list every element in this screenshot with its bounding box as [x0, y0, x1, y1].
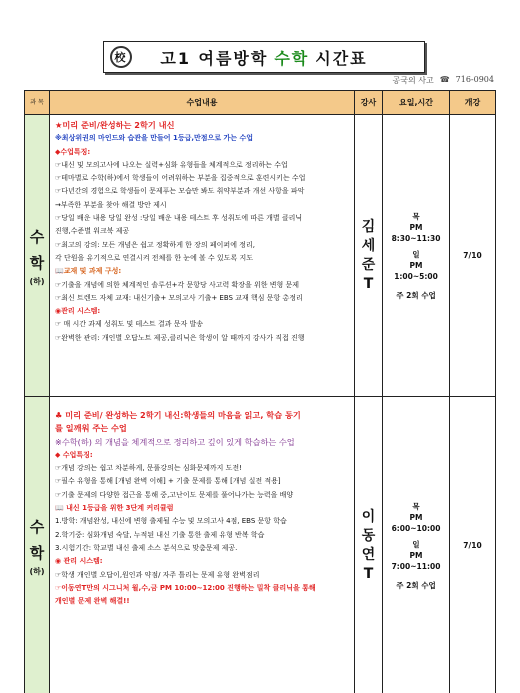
header-teacher: 강사	[355, 91, 383, 115]
time-line: 목	[412, 211, 420, 221]
time-cell	[383, 115, 450, 397]
subject-sub: (하)	[29, 567, 45, 576]
content-line: 3.시험기간: 학교별 내신 출제 소스 분석으로 맞춤문제 제공.	[55, 543, 238, 552]
teacher-name: 김 세 준 T	[361, 218, 376, 292]
content-cell	[50, 115, 355, 397]
time-line: 7:00~11:00	[391, 561, 441, 571]
time-line: PM	[409, 550, 423, 560]
content-line: 📖 내신 1등급을 위한 3단계 커리큘럼	[55, 504, 174, 513]
content-line: ☞최신 트렌드 자체 교재: 내신기출+ 모의고사 기출+ EBS 교재 핵심 문항 총정리	[55, 293, 303, 302]
content-cell	[50, 397, 355, 693]
content-line: ◆수업특징:	[55, 147, 91, 156]
table-row	[25, 115, 496, 397]
content-line: ☞개념 강의는 쉽고 차분하게, 문풀강의는 심화문제까지 도전!	[55, 464, 242, 473]
phone-number: 716-0904	[455, 75, 494, 84]
title-prefix: 고1 여름방학	[160, 48, 269, 68]
header-open: 개강	[450, 91, 496, 115]
open-date-cell: 7/10	[450, 115, 496, 397]
open-date-cell: 7/10	[450, 397, 496, 693]
content-line: ◉ 관리 시스템:	[55, 557, 103, 566]
content-line: ◉관리 시스템:	[55, 307, 101, 316]
content-line: ☞당일 배운 내용 당일 완성 :당일 배운 내용 테스트 후 성취도에 따른 개별 클리닉	[55, 214, 303, 223]
title-subject: 수학	[274, 48, 310, 68]
header-subject: 과 목	[25, 91, 50, 115]
content-line: ☞기출을 개념에 의한 체계적인 솔루션+각 문항당 사고력 확장을 위한 변형 문제	[55, 280, 300, 289]
time-line: 목	[412, 501, 420, 511]
schedule-table	[24, 90, 496, 693]
content-line: 진행,수준별 워크북 제공	[55, 227, 130, 236]
content-line: ◆ 수업특징:	[55, 450, 93, 459]
title-suffix: 시간표	[315, 48, 368, 68]
content-line: ☞필수 유형을 통해 [개념 완벽 이해] + 기출 문제를 통해 [개념 실전 적용]	[55, 477, 281, 486]
time-line: 일	[412, 539, 420, 549]
content-line: ☞학생 개인별 오답이,원인과 약점/ 자주 틀리는 문제 유형 완벽점리	[55, 570, 260, 579]
content-line: →부족한 부분을 찾아 해결 방안 제시	[55, 200, 167, 209]
academy-name: 공국의 사고	[392, 76, 434, 85]
teacher-cell	[355, 115, 383, 397]
time-note: 주 2회 수업	[396, 580, 436, 590]
content-line: 각 단원을 유기적으로 연결시켜 전체를 한 눈에 볼 수 있도록 지도	[55, 253, 254, 262]
time-line: PM	[409, 512, 423, 522]
content-line: ※수학(하) 의 개념을 체계적으로 정리하고 깊이 있게 학습하는 수업	[55, 436, 295, 447]
content-line: ☞이동연T만의 시그니처 월,수,금 PM 10:00~12:00 진행하는 밀착 클리닉을 통해	[55, 583, 316, 592]
content-line: 1.방학: 개념완성, 내신에 변형 출제될 수능 및 모의고사 4점, EBS 문항 학습	[55, 517, 287, 526]
content-line: 2.학기중: 심화개념 숙달, 누적된 내신 기출 통한 출제 유형 반복 학습	[55, 530, 265, 539]
time-line: 6:00~10:00	[391, 523, 441, 533]
subject-name: 수 학	[29, 228, 45, 272]
content-line: ☞ 매 시간 과제 성취도 및 테스트 결과 문자 발송	[55, 320, 204, 329]
time-line: PM	[409, 260, 423, 270]
contact-info	[393, 75, 495, 86]
time-line: 일	[412, 249, 420, 259]
school-emblem-icon: 校	[110, 46, 132, 68]
header-time: 요일,시간	[383, 91, 450, 115]
content-line: ☞최고의 강의: 모든 개념은 쉽고 정확하게 한 장의 페이퍼에 정리,	[55, 240, 255, 249]
content-line: 📖교재 및 과제 구성:	[55, 267, 122, 276]
page-title	[103, 41, 425, 73]
teacher-name: 이 동 연 T	[361, 508, 376, 582]
subject-cell	[25, 115, 50, 397]
time-line: 1:00~5:00	[394, 271, 438, 281]
teacher-cell	[355, 397, 383, 693]
content-line: ※최상위권의 마인드와 습관을 만들어 1등급,만점으로 가는 수업	[55, 134, 254, 143]
content-line: 개인별 문제 완벽 해결!!	[55, 597, 130, 606]
phone-icon: ☎	[439, 75, 450, 84]
header-content: 수업내용	[50, 91, 355, 115]
content-line: ★미리 준비/완성하는 2학기 내신	[55, 120, 175, 130]
time-cell	[383, 397, 450, 693]
content-line: 를 일깨워 주는 수업	[55, 423, 127, 434]
time-line: 8:30~11:30	[391, 233, 441, 243]
content-line: ☞기출 문제의 다양한 접근을 통해 중,고난이도 문제를 풀어나가는 능력을 배양	[55, 490, 294, 499]
time-line: PM	[409, 222, 423, 232]
content-line: ♣ 미리 준비/ 완성하는 2학기 내신:학생들의 마음을 읽고, 학습 동기	[55, 410, 301, 420]
subject-name: 수 학	[29, 518, 45, 562]
time-note: 주 2회 수업	[396, 290, 436, 300]
content-line: ☞내신 및 모의고사에 나오는 실력+심화 유형들을 체계적으로 정리하는 수업	[55, 160, 288, 169]
table-row	[25, 397, 496, 693]
content-line: ☞완벽한 관리: 개인별 오답노트 제공,클리닉은 학생이 알 때까지 강사가 직접 진행	[55, 333, 305, 342]
subject-sub: (하)	[29, 277, 45, 286]
table-header-row	[25, 91, 496, 115]
content-line: ☞다년간의 경험으로 학생들이 문제푸는 모습만 봐도 취약부분과 개선 사항을 파악	[55, 187, 305, 196]
subject-cell	[25, 397, 50, 693]
content-line: ☞테마별로 수학(하)에서 학생들이 어려워하는 부분을 집중적으로 훈련시키는 수업	[55, 174, 306, 183]
